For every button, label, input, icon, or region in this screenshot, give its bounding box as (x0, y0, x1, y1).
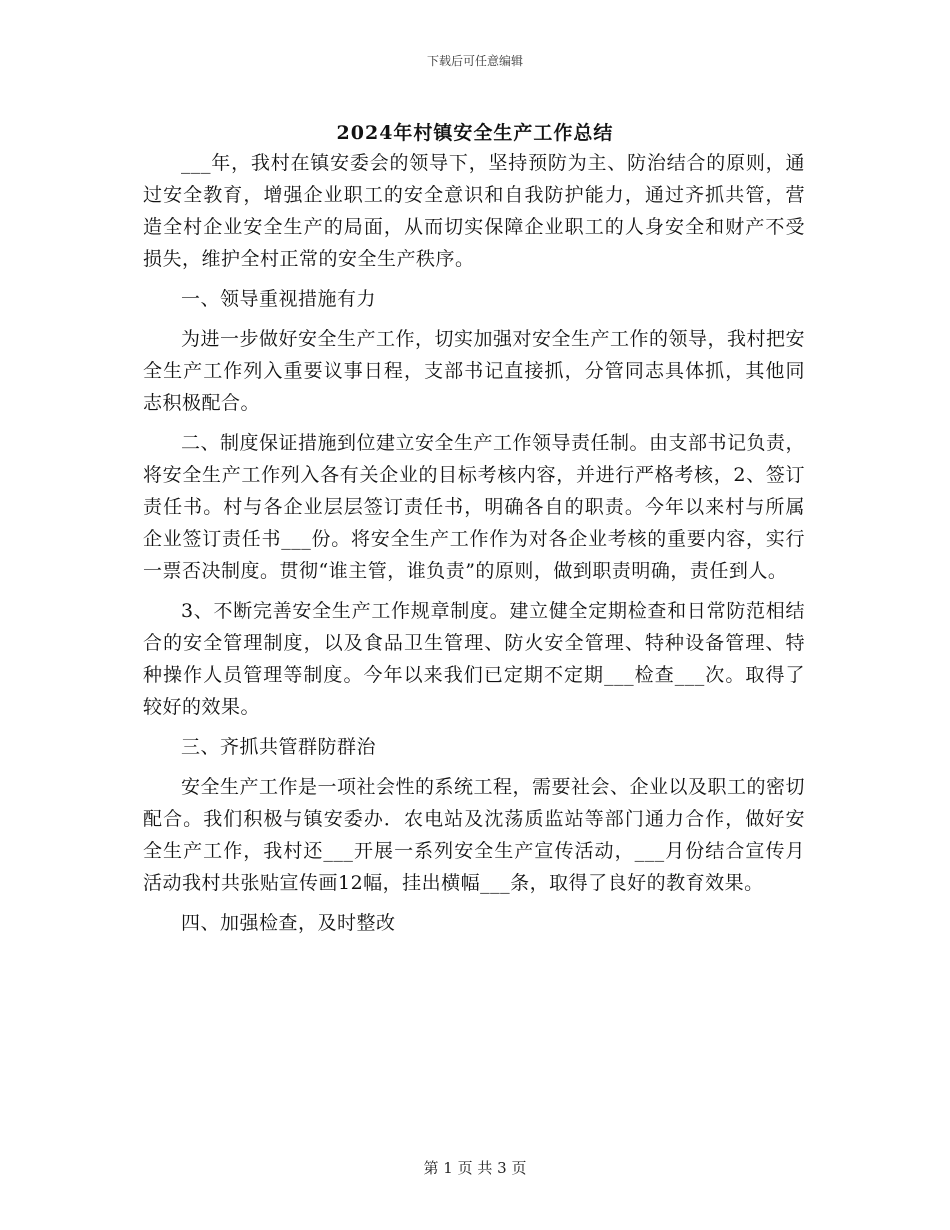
section-heading-1: 一、领导重视措施有力 (181, 288, 377, 310)
page-number: 第 1 页 共 3 页 (423, 1159, 527, 1177)
paragraph-intro: ___年，我村在镇安委会的领导下，坚持预防为主、防治结合的原则，通过安全教育，增强企业职工的安全意识和自我防护能力，通过齐抓共管，营造全村企业安全生产的局面，从而切实保障企业职工的人身安全和财产不受损失，维护全村正常的安全生产秩序。 (143, 152, 805, 270)
section-heading-4: 四、加强检查，及时整改 (181, 912, 396, 934)
document-body (143, 147, 805, 947)
paragraph-leadership: 为进一步做好安全生产工作，切实加强对安全生产工作的领导，我村把安全生产工作列入重要议事日程，支部书记直接抓，分管同志具体抓，其他同志积极配合。 (143, 328, 806, 414)
paragraph-rules: 3、不断完善安全生产工作规章制度。建立健全定期检查和日常防范相结合的安全管理制度，以及食品卫生管理、防火安全管理、特种设备管理、特种操作人员管理等制度。今年以来我们已定期不定期___检查___次。取得了较好的效果。 (143, 600, 805, 718)
section-heading-3: 三、齐抓共管群防群治 (181, 736, 377, 758)
document-title: 2024年村镇安全生产工作总结 (336, 122, 614, 144)
paragraph-cooperation: 安全生产工作是一项社会性的系统工程，需要社会、企业以及职工的密切配合。我们积极与镇安委办．农电站及沈荡质监站等部门通力合作，做好安全生产工作，我村还___开展一系列安全生产宣传活动，___月份结合宣传月活动我村共张贴宣传画12幅，挂出横幅___条，取得了良好的教育效果。 (143, 776, 806, 894)
paragraph-system: 二、制度保证措施到位建立安全生产工作领导责任制。由支部书记负责，将安全生产工作列入各有关企业的目标考核内容，并进行严格考核，2、签订责任书。村与各企业层层签订责任书，明确各自的职责。今年以来村与所属企业签订责任书___份。将安全生产工作作为对各企业考核的重要内容，实行一票否决制度。贯彻“谁主管，谁负责”的原则，做到职责明确，责任到人。 (143, 432, 806, 582)
header-note: 下载后可任意编辑 (426, 54, 523, 68)
